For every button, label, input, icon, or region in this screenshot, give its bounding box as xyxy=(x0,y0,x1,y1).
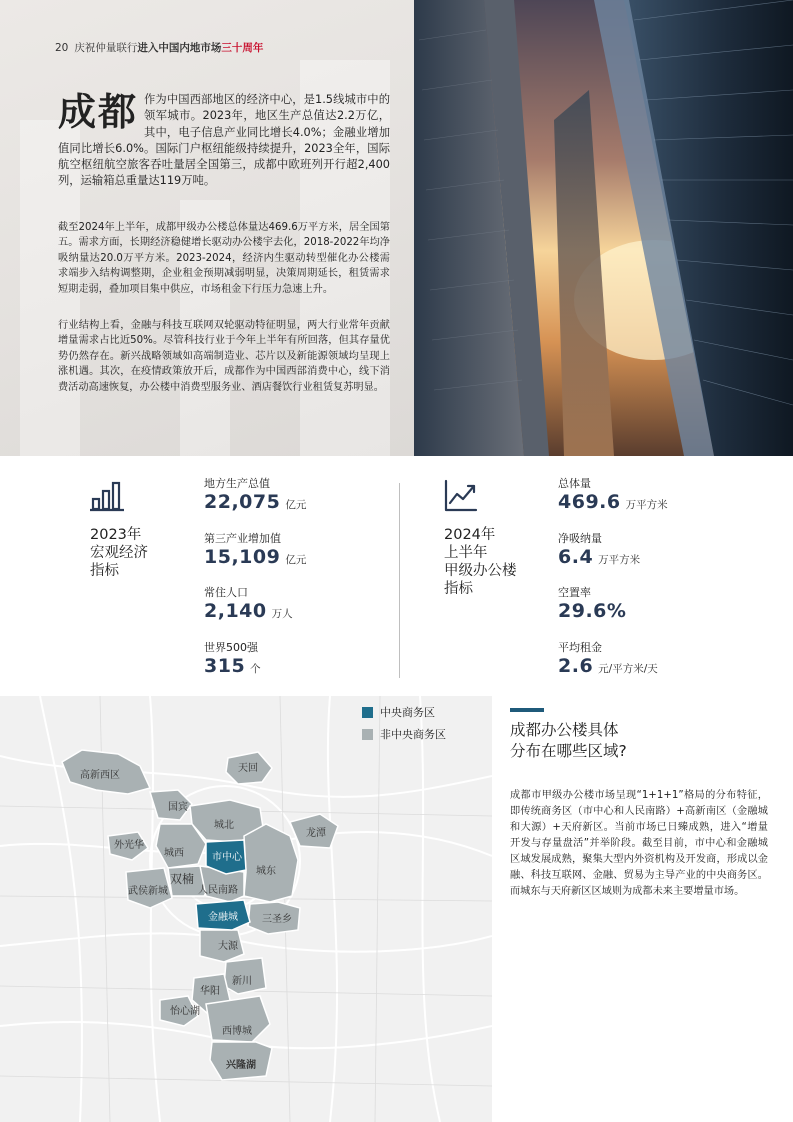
skyscraper-illustration xyxy=(414,0,793,456)
stat-label: 常住人口 xyxy=(204,586,248,599)
intro-block xyxy=(58,92,390,190)
stat-number: 315 xyxy=(204,655,246,677)
stat-unit: 万平方米 xyxy=(598,554,641,566)
legend-text-cbd: 中央商务区 xyxy=(380,706,435,719)
macro-title xyxy=(90,526,148,580)
label-renminnanlu: 人民南路 xyxy=(198,885,238,896)
header-prefix: 庆祝仲量联行 xyxy=(74,42,138,54)
legend-text-non-cbd: 非中央商务区 xyxy=(380,728,446,741)
legend-row-non-cbd xyxy=(362,726,446,742)
stat-value xyxy=(558,491,668,517)
intro-paragraph-2: 行业结构上看，金融与科技互联网双轮驱动特征明显，两大行业常年贡献增量需求占比近50%。尽管科技行业于今年上半年有所回落，但其存量优势仍然存在。新兴战略领域如高端制造业、芯片以及新能源领域均呈现上涨机遇。其次，在疫情政策放开后，成都作为中国西部消费中心，线下消费活动高速恢复，办公楼中消费型服务业、酒店餐饮行业租赁复苏明显。 xyxy=(58,320,390,393)
line-chart-icon xyxy=(444,479,478,517)
stat-label: 地方生产总值 xyxy=(204,477,270,490)
stat-value xyxy=(558,655,658,681)
stat-unit: 亿元 xyxy=(285,499,307,511)
running-header xyxy=(55,40,263,55)
stat-value xyxy=(204,546,306,572)
header-anniversary: 三十周年 xyxy=(221,42,264,54)
section-title xyxy=(510,720,768,762)
macro-title-line: 宏观经济 xyxy=(90,545,148,561)
label-chengdong: 城东 xyxy=(256,866,276,877)
stat-value xyxy=(204,655,261,681)
office-title-line: 甲级办公楼 xyxy=(444,563,517,579)
stat-label: 净吸纳量 xyxy=(558,532,602,545)
label-chengxi: 城西 xyxy=(164,848,184,859)
stat-unit: 万人 xyxy=(271,608,293,620)
skyscraper-photo xyxy=(414,0,793,456)
section-title-line: 分布在哪些区域? xyxy=(510,742,627,760)
office-title-line: 指标 xyxy=(444,581,473,597)
label-xibocheng: 西博城 xyxy=(222,1026,252,1037)
map-legend xyxy=(362,704,446,748)
legend-row-cbd xyxy=(362,704,446,720)
stat-value xyxy=(204,491,306,517)
label-huayang: 华阳 xyxy=(200,986,220,997)
stat-unit: 元/平方米/天 xyxy=(598,663,658,675)
office-title-line: 2024年 xyxy=(444,527,496,543)
stat-number: 6.4 xyxy=(558,546,594,568)
header-bold: 进入中国内地市场 xyxy=(137,42,222,54)
city-title: 成都 xyxy=(58,90,139,134)
legend-swatch-non-cbd xyxy=(362,729,373,740)
office-title-line: 上半年 xyxy=(444,545,488,561)
label-sanshengxiang: 三圣乡 xyxy=(262,914,292,925)
office-title xyxy=(444,526,517,598)
stat-label: 总体量 xyxy=(558,477,591,490)
stat-unit: 万平方米 xyxy=(625,499,668,511)
stat-number: 22,075 xyxy=(204,491,281,513)
stat-tertiary xyxy=(204,532,306,572)
stat-number: 29.6% xyxy=(558,600,627,622)
bar-chart-icon xyxy=(90,479,124,517)
legend-swatch-cbd xyxy=(362,707,373,718)
stat-number: 2,140 xyxy=(204,600,267,622)
label-waiguanghua: 外光华 xyxy=(114,840,144,851)
label-guobin: 国宾 xyxy=(168,802,188,813)
stat-value xyxy=(204,600,293,626)
stat-value xyxy=(558,600,631,626)
label-gaoxinxi: 高新西区 xyxy=(80,770,120,781)
map-canvas xyxy=(0,696,492,1122)
macro-title-line: 指标 xyxy=(90,563,119,579)
label-shuangnan: 双楠 xyxy=(170,872,195,886)
district-chengdong xyxy=(244,824,298,902)
top-section xyxy=(0,0,793,456)
intro-paragraph-1: 截至2024年上半年，成都甲级办公楼总体量达469.6万平方米，居全国第五。需求方面，长期经济稳健增长驱动办公楼宇去化，2018-2022年均净吸纳量达20.0万平方米。2023-2024，经济内生驱动转型催化办公楼需求端步入结构调整期，企业租金预期减弱明显，决策周期延长，租赁需求短期走弱，叠加项目集中供应，市场租金下行压力急速上升。 xyxy=(58,222,390,295)
stat-label: 平均租金 xyxy=(558,641,602,654)
intro-lead-paragraph: 作为中国西部地区的经济中心，是1.5线城市中的领军城市。2023年，地区生产总值达2.2万亿，其中，电子信息产业同比增长4.0%；金融业增加值同比增长6.0%。国际门户枢纽能级持续提升，2023全年，国际航空枢纽航空旅客吞吐量居全国第三，成都中欧班列开行超2,400列，运输箱总重量达119万吨。 xyxy=(58,93,390,188)
label-xinchuan: 新川 xyxy=(232,976,252,987)
label-xinglonghu: 兴隆湖 xyxy=(226,1060,256,1071)
stat-population xyxy=(204,586,293,626)
page-number: 20 xyxy=(55,42,69,54)
stat-total-stock xyxy=(558,477,668,517)
stat-unit: 个 xyxy=(250,663,261,675)
macro-title-line: 2023年 xyxy=(90,527,142,543)
label-tianhui: 天回 xyxy=(238,763,258,774)
district-map xyxy=(0,696,492,1122)
stats-divider xyxy=(399,483,400,678)
label-chengbei: 城北 xyxy=(214,820,234,831)
section-accent-bar xyxy=(510,708,544,712)
stat-number: 15,109 xyxy=(204,546,281,568)
label-yixinhu: 怡心湖 xyxy=(170,1006,200,1017)
stats-section xyxy=(0,456,793,696)
stat-label: 空置率 xyxy=(558,586,591,599)
stat-number: 2.6 xyxy=(558,655,594,677)
stat-label: 第三产业增加值 xyxy=(204,532,281,545)
label-shizhongxin: 市中心 xyxy=(212,852,242,863)
stat-rent xyxy=(558,641,658,681)
label-longtan: 龙潭 xyxy=(306,828,326,839)
stat-label: 世界500强 xyxy=(204,641,258,654)
section-title-line: 成都办公楼具体 xyxy=(510,721,619,739)
label-dayuan: 大源 xyxy=(218,941,238,952)
stat-value xyxy=(558,546,640,572)
stat-unit: 亿元 xyxy=(285,554,307,566)
stat-vacancy xyxy=(558,586,631,626)
stat-gdp xyxy=(204,477,306,517)
section-body: 成都市甲级办公楼市场呈现“1+1+1”格局的分布特征，即传统商务区（市中心和人民南路）+高新南区（金融城和大源）+天府新区。当前市场已日臻成熟，进入“增量开发与存量盘活”并举阶段。截至目前，市中心和金融城区域发展成熟，聚集大型内外资机构及开发商，形成以金融、科技互联网、金融、贸易为主导产业的中央商务区。而城东与天府新区区域则为成都未来主要增量市场。 xyxy=(510,790,768,897)
distribution-section xyxy=(510,708,768,900)
stat-net-absorption xyxy=(558,532,640,572)
stat-fortune500 xyxy=(204,641,261,681)
stat-number: 469.6 xyxy=(558,491,621,513)
label-jinrongcheng: 金融城 xyxy=(208,912,238,923)
label-wuhouxincheng: 武侯新城 xyxy=(128,886,168,897)
